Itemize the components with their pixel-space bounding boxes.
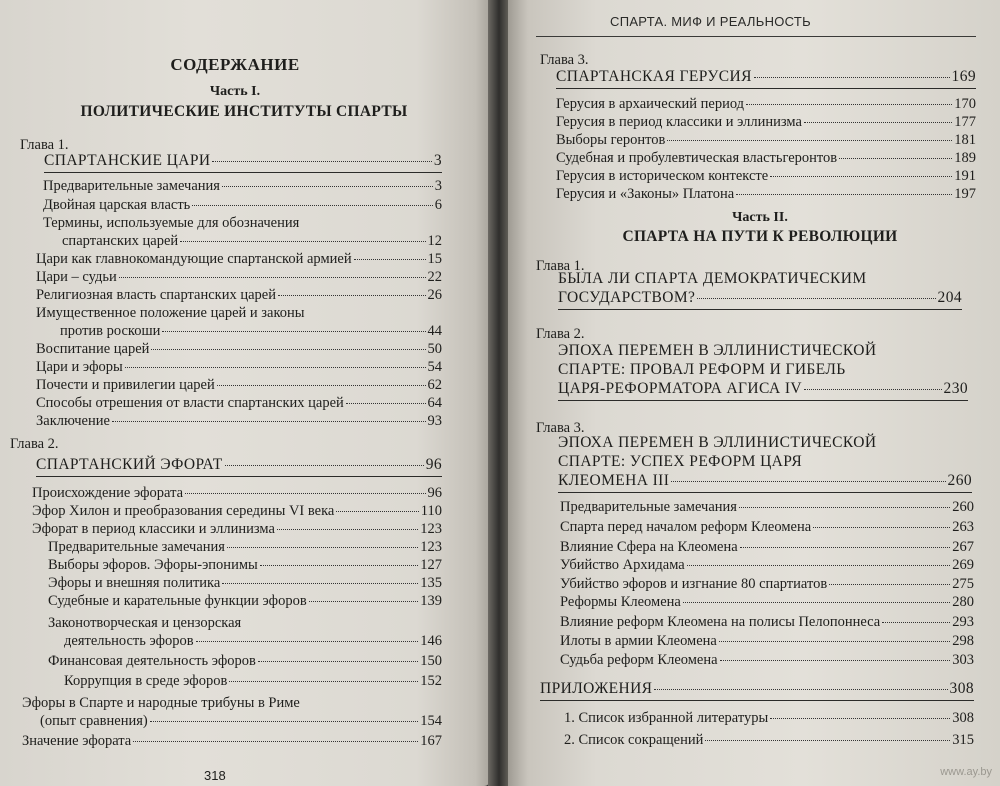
- toc-entry: Коррупция в среде эфоров 152: [64, 673, 442, 689]
- toc-entry: Цари как главнокомандующие спартанской армией 15: [36, 251, 442, 267]
- toc-entry: Заключение 93: [36, 413, 442, 429]
- toc-entry: (опыт сравнения) 154: [40, 713, 442, 729]
- p2-chapter2-title-line: ЭПОХА ПЕРЕМЕН В ЭЛЛИНИСТИЧЕСКОЙ: [558, 342, 877, 359]
- p2-chapter3-title-line: СПАРТЕ: УСПЕХ РЕФОРМ ЦАРЯ: [558, 453, 803, 470]
- toc-entry: Почести и привилегии царей 62: [36, 377, 442, 393]
- book-gutter: [488, 0, 510, 786]
- part2-label: Часть II.: [732, 210, 788, 225]
- toc-entry: Цари и эфоры 54: [36, 359, 442, 375]
- toc-title: СОДЕРЖАНИЕ: [170, 55, 300, 74]
- chapter3-title: СПАРТАНСКАЯ ГЕРУСИЯ 169: [556, 68, 976, 89]
- toc-entry: спартанских царей 12: [62, 233, 442, 249]
- part1-label: Часть I.: [209, 84, 261, 99]
- chapter3-label: Глава 3.: [540, 52, 589, 68]
- toc-entry: Выборы геронтов 181: [556, 132, 976, 148]
- toc-entry: деятельность эфоров 146: [64, 633, 442, 649]
- chapter2-title: СПАРТАНСКИЙ ЭФОРАТ 96: [36, 456, 442, 477]
- toc-entry: Влияние реформ Клеомена на полисы Пелопоннеса 293: [560, 614, 974, 630]
- p2-chapter3-label: Глава 3.: [536, 420, 585, 436]
- chapter1-label: Глава 1.: [20, 137, 69, 153]
- page-number: 318: [204, 768, 226, 783]
- toc-entry: Выборы эфоров. Эфоры-эпонимы 127: [48, 557, 442, 573]
- part1-title: ПОЛИТИЧЕСКИЕ ИНСТИТУТЫ СПАРТЫ: [80, 103, 408, 120]
- toc-entry: Герусия в историческом контексте 191: [556, 168, 976, 184]
- p2-chapter2-label: Глава 2.: [536, 326, 585, 342]
- toc-entry: 2. Список сокращений 315: [564, 732, 974, 748]
- toc-entry-line: Законотворческая и цензорская: [48, 615, 242, 631]
- p2-chapter2-title-last: ЦАРЯ-РЕФОРМАТОРА АГИСА IV 230: [558, 380, 968, 401]
- toc-entry: Происхождение эфората 96: [32, 485, 442, 501]
- toc-entry: Цари – судьи 22: [36, 269, 442, 285]
- toc-entry-line: Термины, используемые для обозначения: [43, 215, 300, 231]
- toc-entry: Судебные и карательные функции эфоров 139: [48, 593, 442, 609]
- toc-entry: Религиозная власть спартанских царей 26: [36, 287, 442, 303]
- toc-entry: Воспитание царей 50: [36, 341, 442, 357]
- toc-entry: Илоты в армии Клеомена 298: [560, 633, 974, 649]
- toc-entry: Герусия и «Законы» Платона 197: [556, 186, 976, 202]
- toc-entry: Способы отрешения от власти спартанских царей 64: [36, 395, 442, 411]
- watermark: www.ay.by: [940, 766, 992, 778]
- p2-chapter1-title-last: ГОСУДАРСТВОМ? 204: [558, 289, 962, 310]
- toc-entry: против роскоши 44: [60, 323, 442, 339]
- toc-entry: Реформы Клеомена 280: [560, 594, 974, 610]
- toc-entry: Финансовая деятельность эфоров 150: [48, 653, 442, 669]
- toc-entry: Эфоры и внешняя политика 135: [48, 575, 442, 591]
- running-head: СПАРТА. МИФ И РЕАЛЬНОСТЬ: [610, 14, 812, 29]
- toc-entry: Влияние Сфера на Клеомена 267: [560, 539, 974, 555]
- chapter1-title: СПАРТАНСКИЕ ЦАРИ 3: [44, 152, 442, 173]
- p2-chapter2-title-line: СПАРТЕ: ПРОВАЛ РЕФОРМ И ГИБЕЛЬ: [558, 361, 846, 378]
- p2-chapter3-title-last: КЛЕОМЕНА III 260: [558, 472, 972, 493]
- toc-entry: Герусия в архаический период 170: [556, 96, 976, 112]
- appendix-title: ПРИЛОЖЕНИЯ 308: [540, 680, 974, 701]
- toc-entry: Предварительные замечания 123: [48, 539, 442, 555]
- toc-entry: Значение эфората 167: [22, 733, 442, 749]
- toc-entry: Эфорат в период классики и эллинизма 123: [32, 521, 442, 537]
- chapter2-label: Глава 2.: [10, 436, 59, 452]
- toc-entry: Убийство эфоров и изгнание 80 спартиатов 275: [560, 576, 974, 592]
- running-head-rule: [536, 36, 976, 37]
- toc-entry: Двойная царская власть 6: [43, 197, 442, 213]
- toc-entry: Герусия в период классики и эллинизма 177: [556, 114, 976, 130]
- toc-entry: Предварительные замечания 260: [560, 499, 974, 515]
- toc-entry: Судьба реформ Клеомена 303: [560, 652, 974, 668]
- toc-entry-line: Эфоры в Спарте и народные трибуны в Риме: [22, 695, 300, 711]
- p2-chapter3-title-line: ЭПОХА ПЕРЕМЕН В ЭЛЛИНИСТИЧЕСКОЙ: [558, 434, 877, 451]
- toc-entry: Эфор Хилон и преобразования середины VI века 110: [32, 503, 442, 519]
- part2-title: СПАРТА НА ПУТИ К РЕВОЛЮЦИИ: [622, 228, 898, 245]
- toc-entry: 1. Список избранной литературы 308: [564, 710, 974, 726]
- toc-entry: Предварительные замечания 3: [43, 178, 442, 194]
- toc-entry-line: Имущественное положение царей и законы: [36, 305, 305, 321]
- p2-chapter1-title-line: БЫЛА ЛИ СПАРТА ДЕМОКРАТИЧЕСКИМ: [558, 270, 867, 287]
- p2-chapter1-label: Глава 1.: [536, 258, 585, 274]
- toc-entry: Спарта перед началом реформ Клеомена 263: [560, 519, 974, 535]
- toc-entry: Судебная и пробулевтическая властьгеронтов 189: [556, 150, 976, 166]
- toc-entry: Убийство Архидама 269: [560, 557, 974, 573]
- left-page: [0, 0, 490, 786]
